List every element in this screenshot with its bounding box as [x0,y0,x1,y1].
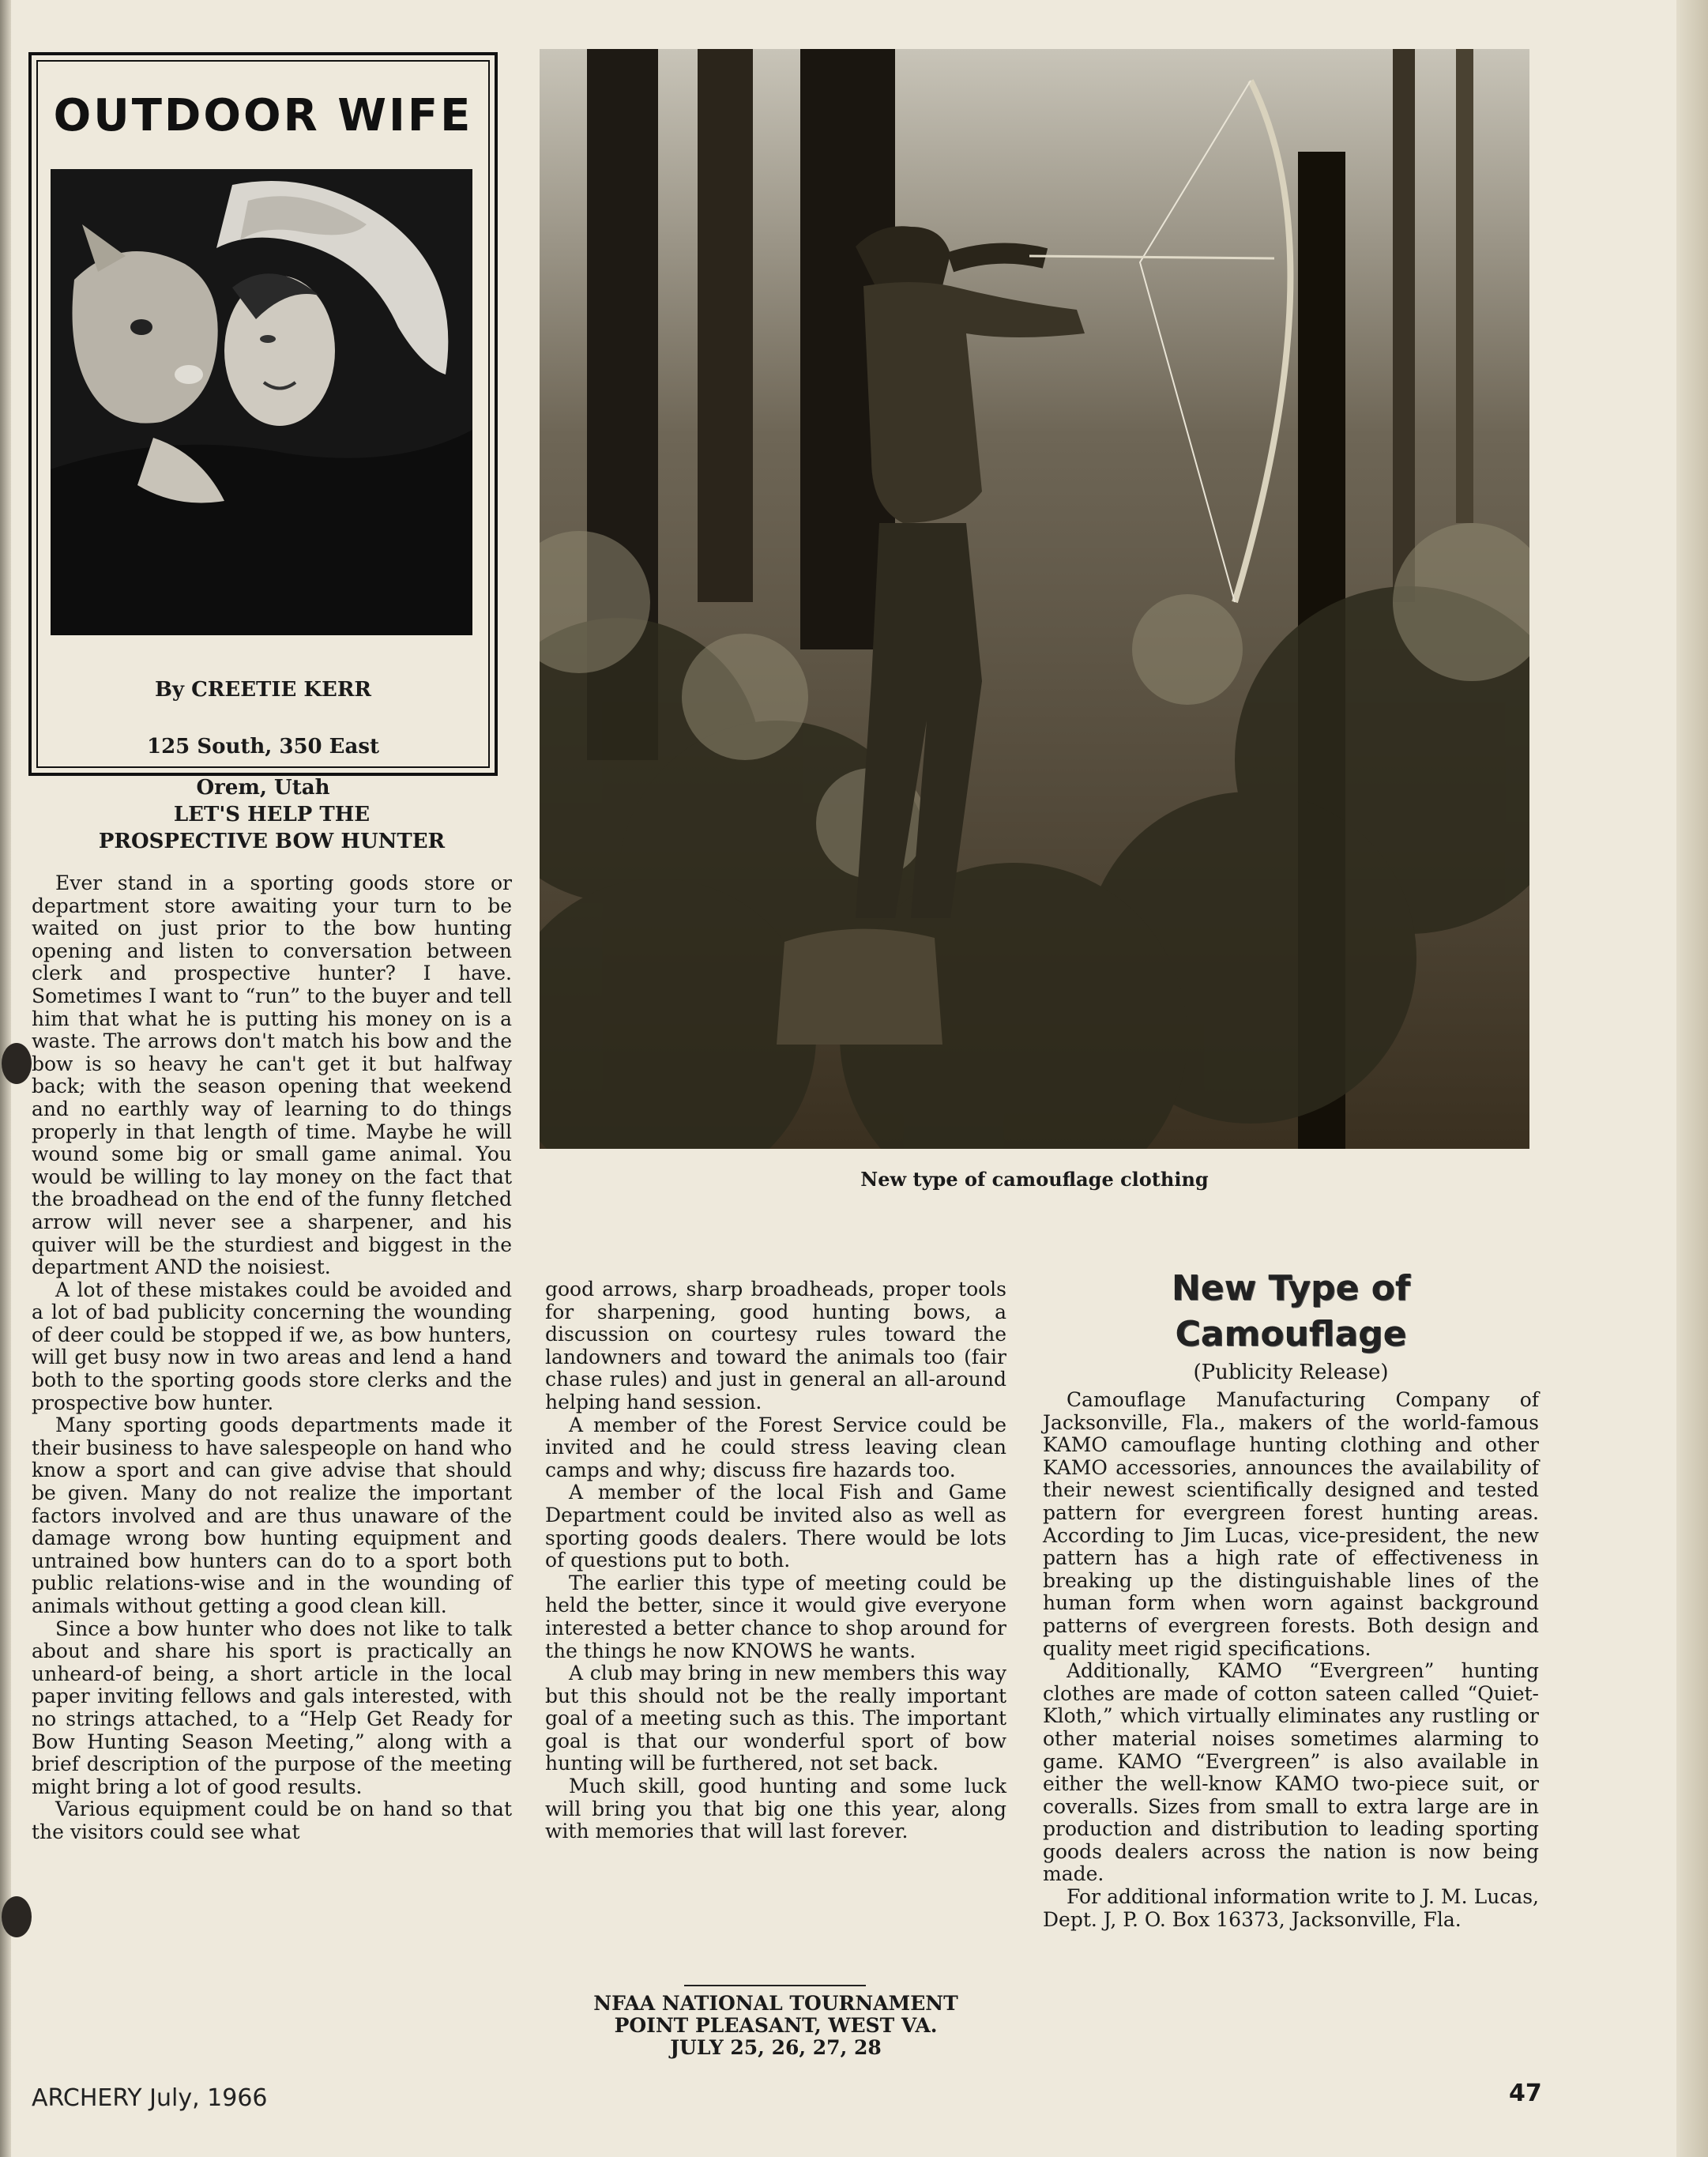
article1-paragraph: The earlier this type of meeting could be held the better, since it would give everyone interested a better chance to shop around for the things he now KNOWS he wants. [545,1571,1006,1662]
article1-paragraph: Ever stand in a sporting goods store or department store awaiting your turn to be waited on just prior to the bow hunting opening and listen to conversation between clerk and prospective hunter? I have. Sometimes I want to “run” to the buyer and tell him that what he is putting his money on is a waste. The arrows don't match his bow and the bow is so heavy he can't get it but halfway back; with the season opening that weekend and no earthly way of learning to do things properly in that length of time. Maybe he will wound some big or small game animal. You would be willing to lay money on the fact that the broadhead on the end of the funny fletched arrow will never see a sharpener, and his quiver will be the sturdiest and biggest in the department AND the noisiest. [32,871,512,1279]
article1-paragraph: A member of the Forest Service could be invited and he could stress leaving clean camps and why; discuss fire hazards too. [545,1413,1006,1481]
column-title: OUTDOOR WIFE [53,90,473,141]
article1-paragraph: Various equipment could be on hand so that the visitors could see what [32,1798,512,1843]
article2-title-line1: New Type of [1171,1268,1411,1308]
article1-paragraph: good arrows, sharp broadheads, proper tools for sharpening, good hunting bows, a discussion on courtesy rules toward the landowners and toward the animals too (fair chase rules) and just in general an all-around helping hand session. [545,1278,1006,1414]
article2-paragraph: Camouflage Manufacturing Company of Jacksonville, Fla., makers of the world-famous KAMO camouflage hunting clothing and other KAMO accessories, announces the availability of their newest scientifically designed and tested pattern for evergreen forest hunting areas. According to Jim Lucas, vice-president, the new pattern has a high rate of effectiveness in breaking up the distinguishable lines of the human form when worn against background patterns of evergreen forests. Both design and quality meet rigid specifications. [1043,1388,1539,1660]
article1-paragraph: Since a bow hunter who does not like to talk about and share his sport is practically an unheard-of being, a short article in the local paper inviting fellows and gals interested, with no strings attached, to a “Help Get Ready for Bow Hunting Season Meeting,” along with a brief description of the purpose of the meeting might bring a lot of good results. [32,1617,512,1798]
page-edge [1676,0,1708,2157]
article2-title [1043,1266,1539,1357]
publication-footer: ARCHERY July, 1966 [32,2084,268,2112]
article1-title-line1: LET'S HELP THE [173,803,371,826]
article1-title [32,801,512,855]
byline-author: By CREETIE KERR [154,678,372,702]
divider-rule [684,1985,866,1986]
byline-city: Orem, Utah [196,776,330,800]
tournament-notice-line1: NFAA NATIONAL TOURNAMENT [593,1992,958,2015]
article1-paragraph: A member of the local Fish and Game Department could be invited also as well as sporting goods dealers. There would be lots of questions put to both. [545,1481,1006,1572]
page-number: 47 [1509,2080,1542,2107]
article1-paragraph: Much skill, good hunting and some luck will bring you that big one this year, along with memories that will last forever. [545,1775,1006,1843]
column-header-box [28,52,498,800]
photo-caption: New type of camouflage clothing [860,1168,1209,1191]
article2-paragraph: For additional information write to J. M. Lucas, Dept. J, P. O. Box 16373, Jacksonville, Fla. [1043,1885,1539,1931]
article1-column2 [545,1278,1006,1843]
author-photo [51,169,472,635]
article2-title-line2: Camouflage [1175,1314,1407,1354]
article1-paragraph: Many sporting goods departments made it their business to have salespeople on hand who know a sport and can give advise that should be given. Many do not realize the important factors involved and are thus unaware of the damage wrong bow hunting equipment and untrained bow hunters can do to a sport both public relations-wise and in the wounding of animals without getting a good clean kill. [32,1414,512,1617]
tournament-notice-line2: POINT PLEASANT, WEST VA. [614,2014,938,2037]
article1-column1 [32,872,512,1844]
binder-hole [2,1043,32,1084]
article2-body [1043,1389,1539,1931]
tournament-notice-line3: JULY 25, 26, 27, 28 [670,2036,882,2059]
article2-paragraph: Additionally, KAMO “Evergreen” hunting clothes are made of cotton sateen called “Quiet-Kloth,” which virtually eliminates any rustling or other material noises sometimes alarming to game. KAMO “Evergreen” is also available in either the well-know KAMO two-piece suit, or coveralls. Sizes from small to extra large are in production and distribution to leading sporting goods dealers across the nation is now being made. [1043,1659,1539,1886]
article1-paragraph: A lot of these mistakes could be avoided and a lot of bad publicity concerning the wounding of deer could be stopped if we, as bow hunters, will get busy now in two areas and lend a hand both to the sporting goods store clerks and the prospective bow hunter. [32,1278,512,1414]
binder-hole [2,1896,32,1937]
camouflage-photo [540,49,1529,1149]
article2-subtitle: (Publicity Release) [1193,1361,1389,1384]
byline-address: 125 South, 350 East [147,735,379,759]
article1-title-line2: PROSPECTIVE BOW HUNTER [98,830,446,853]
article1-paragraph: A club may bring in new members this way but this should not be the really important goal of a meeting such as this. The important goal is that our wonderful sport of bow hunting will be furthered, not set back. [545,1662,1006,1775]
